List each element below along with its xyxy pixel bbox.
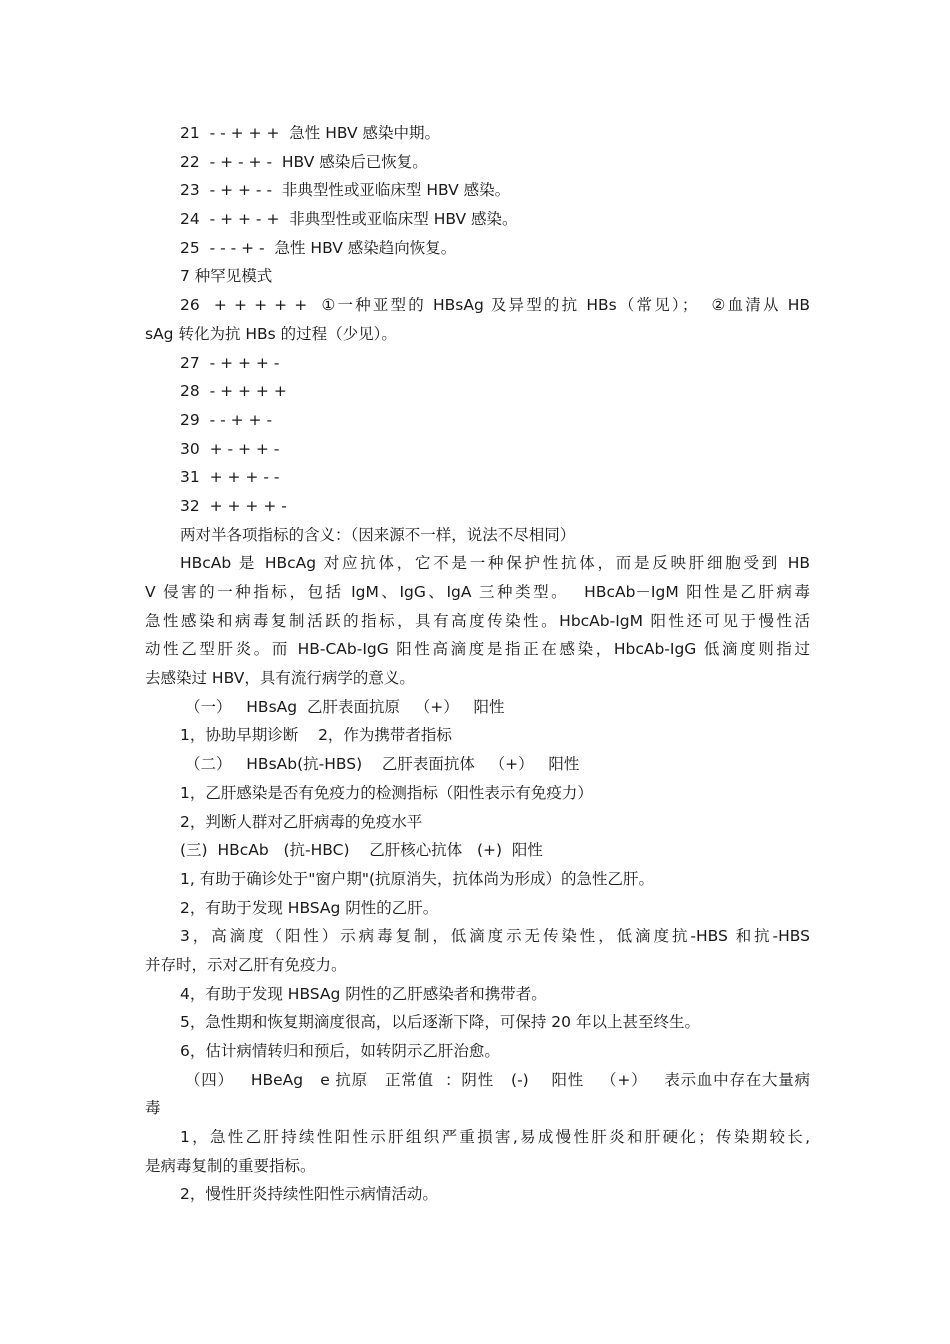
text-line: 7 种罕见模式 xyxy=(180,267,273,286)
text-line: 30 + - + + - xyxy=(180,439,280,458)
text-line: （二） HBsAb(抗-HBS) 乙肝表面抗体 （+） 阳性 xyxy=(185,755,580,774)
text-line: 去感染过 HBV，具有流行病学的意义。 xyxy=(145,669,415,688)
text-line: （四） HBeAg e 抗原 正常值 ：阴性 (-) 阳性 （+） 表示血中存在大量病 xyxy=(185,1070,810,1089)
text-line: 22 - + - + - HBV 感染后已恢复。 xyxy=(180,152,428,171)
text-line: 29 - - + + - xyxy=(180,410,273,429)
text-line: HBcAb 是 HBcAg 对应抗体，它不是一种保护性抗体，而是反映肝细胞受到 HB xyxy=(180,554,810,573)
text-line: 5，急性期和恢复期滴度很高，以后逐渐下降，可保持 20 年以上甚至终生。 xyxy=(180,1013,700,1032)
text-line: 6，估计病情转归和预后，如转阴示乙肝治愈。 xyxy=(180,1042,500,1060)
text-line: V 侵害的一种指标，包括 IgM、IgG、IgA 三种类型。 HBcAb－IgM 阳性是乙肝病毒 xyxy=(145,583,810,601)
text-line: （一） HBsAg 乙肝表面抗原 （+） 阳性 xyxy=(185,697,505,716)
text-line: 23 - + + - - 非典型性或亚临床型 HBV 感染。 xyxy=(180,181,511,200)
text-line: sAg 转化为抗 HBs 的过程（少见）。 xyxy=(145,324,397,343)
text-line: 27 - + + + - xyxy=(180,353,280,372)
text-line: (三) HBcAb (抗-HBC) 乙肝核心抗体 (+) 阳性 xyxy=(180,841,543,860)
text-line: 24 - + + - + 非典型性或亚临床型 HBV 感染。 xyxy=(180,210,518,229)
text-line: 25 - - - + - 急性 HBV 感染趋向恢复。 xyxy=(180,238,457,257)
text-line: 是病毒复制的重要指标。 xyxy=(145,1156,316,1175)
text-line: 1，协助早期诊断 2，作为携带者指标 xyxy=(180,726,452,745)
text-line: 2，判断人群对乙肝病毒的免疫水平 xyxy=(180,812,423,831)
text-line: 并存时，示对乙肝有免疫力。 xyxy=(145,955,347,974)
text-line: 急性感染和病毒复制活跃的指标，具有高度传染性。HbcAb-IgM 阳性还可见于慢性活 xyxy=(145,611,810,630)
text-line: 1，乙肝感染是否有免疫力的检测指标（阳性表示有免疫力） xyxy=(180,783,593,802)
text-line: 两对半各项指标的含义：（因来源不一样，说法不尽相同） xyxy=(180,525,576,544)
text-line: 2，慢性肝炎持续性阳性示病情活动。 xyxy=(180,1185,438,1204)
text-line: 4，有助于发现 HBSAg 阴性的乙肝感染者和携带者。 xyxy=(180,984,547,1003)
text-line: 2，有助于发现 HBSAg 阴性的乙肝。 xyxy=(180,898,439,917)
text-line: 1, 有助于确诊处于"窗户期"(抗原消失，抗体尚为形成）的急性乙肝。 xyxy=(180,869,655,888)
text-line: 32 + + + + - xyxy=(180,496,287,515)
text-line: 动性乙型肝炎。而 HB-CAb-IgG 阳性高滴度是指正在感染，HbcAb-IgG 低滴度则指过 xyxy=(145,640,810,659)
text-line: 31 + + + - - xyxy=(180,468,280,487)
text-line: 26 + + + + + ①一种亚型的 HBsAg 及异型的抗 HBs（常见）； ②血清从 HB xyxy=(180,296,810,315)
text-line: 毒 xyxy=(145,1099,161,1118)
text-line: 1，急性乙肝持续性阳性示肝组织严重损害,易成慢性肝炎和肝硬化；传染期较长, xyxy=(180,1128,810,1147)
text-line: 3，高滴度（阳性）示病毒复制，低滴度示无传染性，低滴度抗-HBS 和抗-HBS xyxy=(180,927,810,946)
text-line: 28 - + + + + xyxy=(180,382,287,401)
document-body xyxy=(145,119,810,1209)
text-line: 21 - - + + + 急性 HBV 感染中期。 xyxy=(180,124,441,142)
